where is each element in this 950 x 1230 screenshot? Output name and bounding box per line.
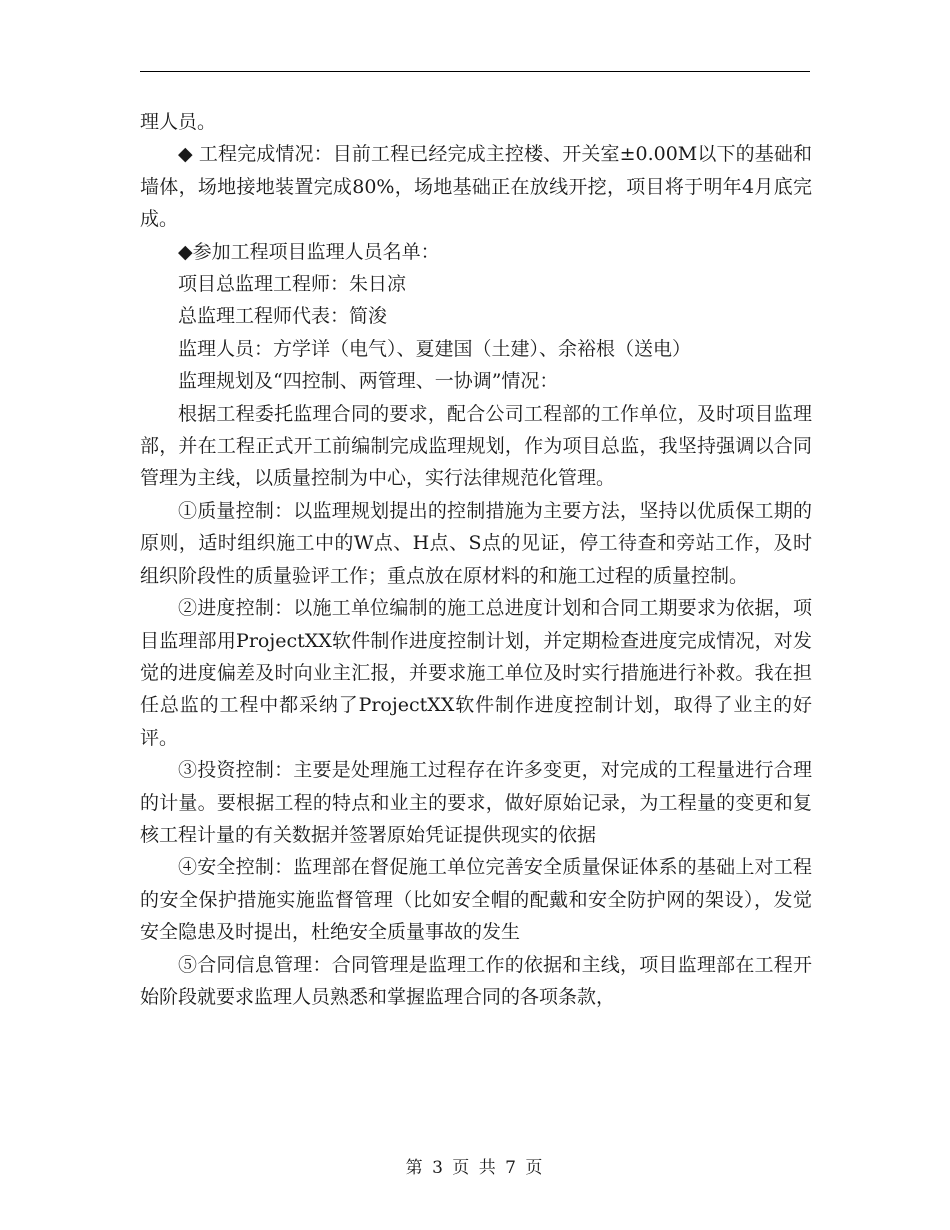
paragraph-5: 总监理工程师代表：简浚 bbox=[178, 305, 388, 328]
paragraph-4: 项目总监理工程师：朱日凉 bbox=[178, 273, 407, 296]
paragraph-13: ⑤合同信息管理：合同管理是监理工作的依据和主线，项目监理部在工程开始阶段就要求监理人员熟悉和掌握监理合同的各项条款， bbox=[140, 953, 812, 1008]
paragraph-9: ①质量控制：以监理规划提出的控制措施为主要方法，坚持以优质保工期的原则，适时组织施工中的W点、H点、S点的见证，停工待查和旁站工作，及时组织阶段性的质量验评工作；重点放在原材料的和施工过程的质量控制。 bbox=[140, 499, 812, 587]
paragraph-2: ◆ 工程完成情况：目前工程已经完成主控楼、开关室±0.00M以下的基础和墙体，场地接地装置完成80%，场地基础正在放线开挖，项目将于明年4月底完成。 bbox=[140, 143, 812, 231]
paragraph-6: 监理人员：方学详（电气）、夏建国（土建）、余裕根（送电） bbox=[178, 337, 692, 360]
paragraph-12: ④安全控制：监理部在督促施工单位完善安全质量保证体系的基础上对工程的安全保护措施实施监督管理（比如安全帽的配戴和安全防护网的架设），发觉安全隐患及时提出，杜绝安全质量事故的发生 bbox=[140, 856, 812, 944]
page-number: 第 3 页 共 7 页 bbox=[405, 1158, 545, 1178]
document-body bbox=[140, 106, 812, 1013]
paragraph-10: ②进度控制：以施工单位编制的施工总进度计划和合同工期要求为依据，项目监理部用ProjectXX软件制作进度控制计划，并定期检查进度完成情况，对发觉的进度偏差及时向业主汇报，并要求施工单位及时实行措施进行补救。我在担任总监的工程中都采纳了ProjectXX软件制作进度控制计划，取得了业主的好评。 bbox=[140, 597, 812, 749]
paragraph-8: 根据工程委托监理合同的要求，配合公司工程部的工作单位，及时项目监理部，并在工程正式开工前编制完成监理规划，作为项目总监，我坚持强调以合同管理为主线，以质量控制为中心，实行法律规范化管理。 bbox=[140, 402, 812, 490]
paragraph-1: 理人员。 bbox=[140, 111, 217, 133]
header-rule bbox=[140, 71, 810, 72]
paragraph-7: 监理规划及“四控制、两管理、一协调”情况： bbox=[178, 370, 559, 393]
paragraph-3: ◆参加工程项目监理人员名单： bbox=[178, 240, 440, 263]
paragraph-11: ③投资控制：主要是处理施工过程存在许多变更，对完成的工程量进行合理的计量。要根据工程的特点和业主的要求，做好原始记录，为工程量的变更和复核工程计量的有关数据并签署原始凭证提供现实的依据 bbox=[140, 759, 812, 846]
